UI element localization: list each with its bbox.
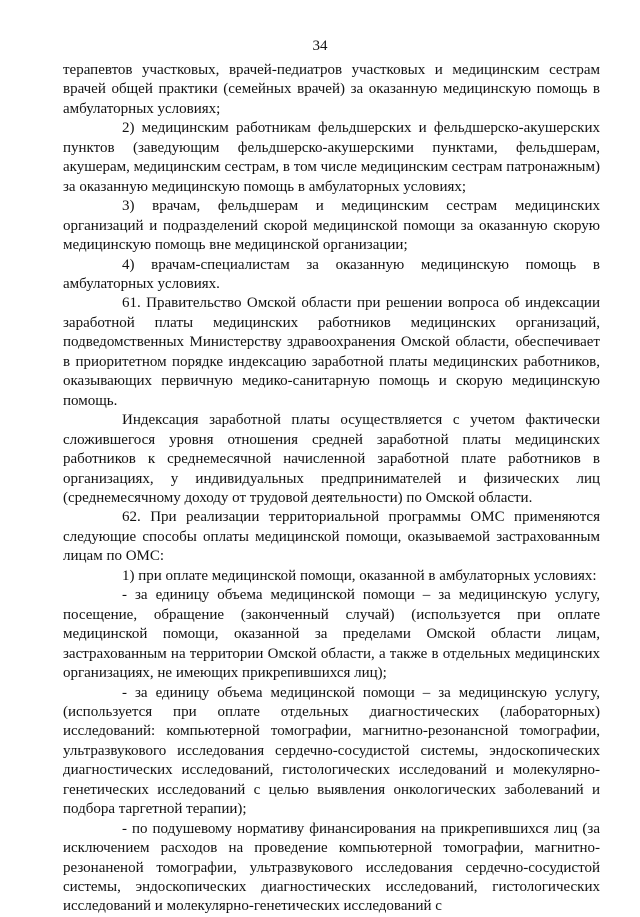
paragraph: 2) медицинским работникам фельдшерских и фельдшерско-акушерских пунктов (заведующим фельдшерско-акушерскими пунктами, фельдшерам, акушерам, медицинским сестрам, в том числе медицинским сестрам патронажным) за оказанную медицинскую помощь в амбулаторных условиях;	[63, 120, 600, 195]
paragraph: - по подушевому нормативу финансирования на прикрепившихся лиц (за исключением расходов на проведение компьютерной томографии, магнитно-резонаненой томографии, ультразвукового исследования сердечно-сосудистой системы, эндоскопических диагностических исследований, гистологических исследований и молекулярно-генетических исследований с	[63, 820, 600, 915]
paragraph: Индексация заработной платы осуществляется с учетом фактически сложившегося уровня отношения средней заработной платы медицинских работников к среднемесячной начисленной заработной плате работников в организациях, у индивидуальных предпринимателей и физических лиц (среднемесячному доходу от трудовой деятельности) по Омской области.	[63, 412, 600, 506]
paragraph: терапевтов участковых, врачей-педиатров участковых и медицинским сестрам врачей общей практики (семейных врачей) за оказанную медицинскую помощь в амбулаторных условиях;	[63, 62, 600, 117]
paragraph: 4) врачам-специалистам за оказанную медицинскую помощь в амбулаторных условиях.	[63, 256, 600, 292]
page-number: 34	[312, 38, 328, 54]
body-text	[63, 61, 600, 917]
paragraph: 61. Правительство Омской области при решении вопроса об индексации заработной платы медицинских работников медицинских организаций, подведомственных Министерству здравоохранения Омской области, обеспечивает в приоритетном порядке индексацию заработной платы медицинских работников, оказывающих первичную медико-санитарную помощь и скорую медицинскую помощь.	[63, 295, 600, 409]
paragraph: 1) при оплате медицинской помощи, оказанной в амбулаторных условиях:	[122, 567, 597, 584]
paragraph: 3) врачам, фельдшерам и медицинским сестрам медицинских организаций и подразделений скорой медицинской помощи за оказанную скорую медицинскую помощь вне медицинской организации;	[63, 198, 600, 254]
paragraph: - за единицу объема медицинской помощи – за медицинскую услугу, (используется при оплате отдельных диагностических (лабораторных) исследований: компьютерной томографии, магнитно-резонансной томографии, ультразвукового исследования сердечно-сосудистой системы, эндоскопических диагностических исследований, гистологических исследований и молекулярно-генетических исследований с целью выявления онкологических заболеваний и подбора таргетной терапии);	[63, 684, 600, 818]
paragraph: - за единицу объема медицинской помощи – за медицинскую услугу, посещение, обращение (законченный случай) (используется при оплате медицинской помощи, оказанной за пределами Омской области лицам, застрахованным на территории Омской области, а также в отдельных медицинских организациях, не имеющих прикрепившихся лиц);	[63, 587, 600, 682]
paragraph: 62. При реализации территориальной программы ОМС применяются следующие способы оплаты медицинской помощи, оказываемой застрахованным лицам по ОМС:	[63, 509, 600, 565]
